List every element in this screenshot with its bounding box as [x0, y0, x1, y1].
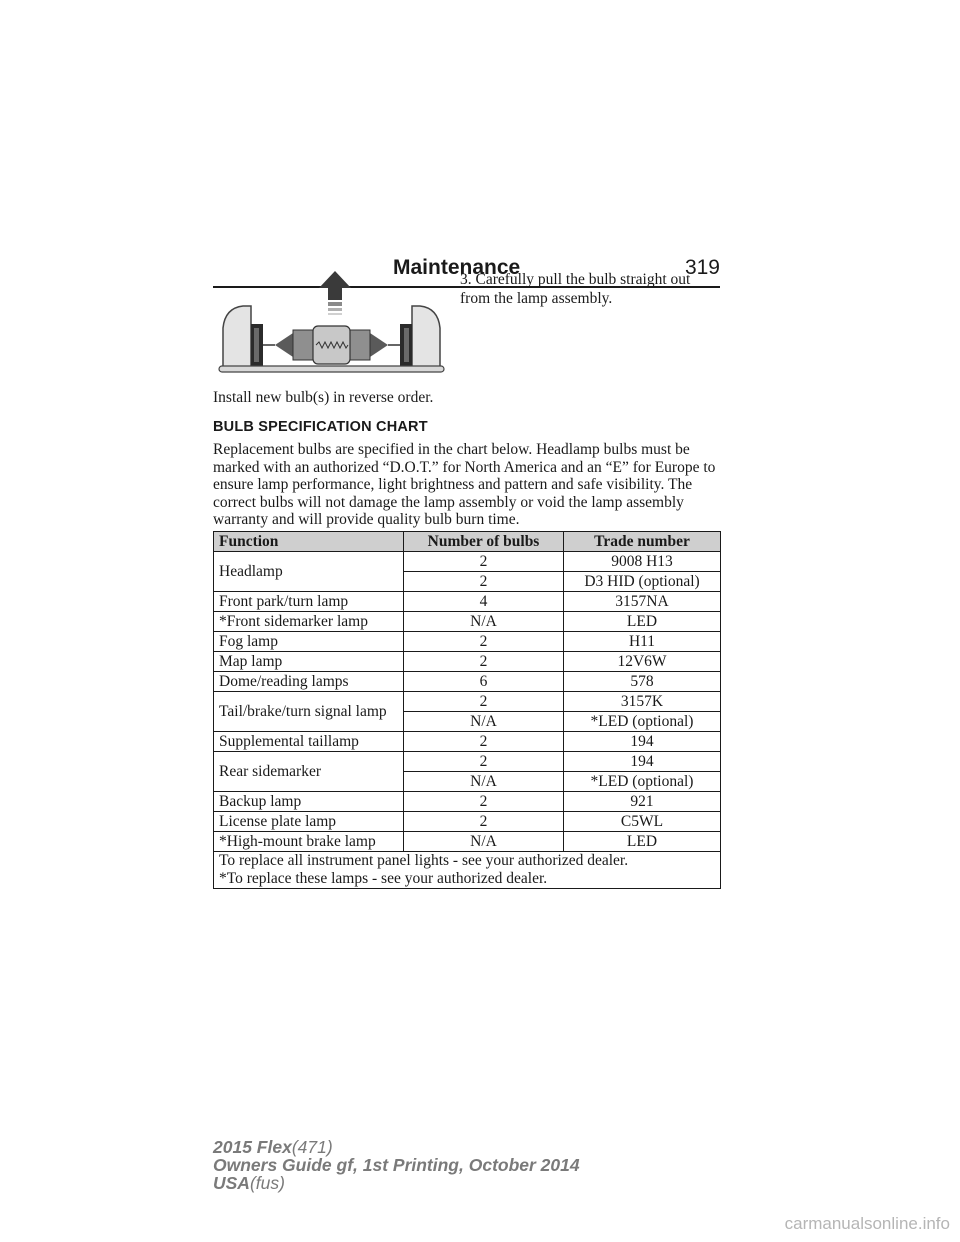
function-cell: Supplemental taillamp [214, 732, 404, 752]
trade-cell: 9008 H13 [564, 552, 721, 572]
section-heading: BULB SPECIFICATION CHART [213, 419, 428, 435]
trade-cell: 12V6W [564, 652, 721, 672]
footer-printing: Owners Guide gf, 1st Printing, October 2014 [213, 1155, 580, 1175]
count-cell: 2 [404, 572, 564, 592]
function-cell: Headlamp [214, 552, 404, 592]
bulb-spec-table [213, 531, 721, 889]
trade-cell: C5WL [564, 812, 721, 832]
trade-cell: 578 [564, 672, 721, 692]
count-cell: 2 [404, 632, 564, 652]
count-cell: 2 [404, 792, 564, 812]
function-cell: *Front sidemarker lamp [214, 612, 404, 632]
function-cell: Map lamp [214, 652, 404, 672]
function-cell: Rear sidemarker [214, 752, 404, 792]
trade-cell: *LED (optional) [564, 712, 721, 732]
trade-cell: 921 [564, 792, 721, 812]
print-footer [213, 1138, 580, 1192]
function-cell: Tail/brake/turn signal lamp [214, 692, 404, 732]
trade-cell: LED [564, 612, 721, 632]
footer-market: USA [213, 1173, 250, 1193]
trade-cell: 3157NA [564, 592, 721, 612]
trade-cell: 194 [564, 732, 721, 752]
footer-market-code: (fus) [249, 1173, 285, 1193]
column-header-count: Number of bulbs [404, 532, 564, 552]
column-header-trade: Trade number [564, 532, 721, 552]
function-cell: Dome/reading lamps [214, 672, 404, 692]
count-cell: 6 [404, 672, 564, 692]
note-line: *To replace these lamps - see your authorized dealer. [219, 870, 548, 887]
function-cell: Backup lamp [214, 792, 404, 812]
table-header-row [214, 532, 721, 552]
count-cell: 2 [404, 732, 564, 752]
trade-cell: 3157K [564, 692, 721, 712]
count-cell: N/A [404, 832, 564, 852]
table-row [214, 592, 721, 612]
step-3-text: 3. Carefully pull the bulb straight out from the lamp assembly. [460, 271, 691, 307]
function-cell: Fog lamp [214, 632, 404, 652]
bulb-removal-illustration [213, 268, 450, 378]
count-cell: 4 [404, 592, 564, 612]
table-notes-row [214, 852, 721, 889]
table-row [214, 752, 721, 772]
table-row [214, 832, 721, 852]
function-cell: Front park/turn lamp [214, 592, 404, 612]
section-title: Maintenance [393, 256, 521, 279]
trade-cell: *LED (optional) [564, 772, 721, 792]
trade-cell: H11 [564, 632, 721, 652]
table-notes [214, 852, 721, 889]
trade-cell: LED [564, 832, 721, 852]
page-number: 319 [684, 256, 720, 279]
count-cell: N/A [404, 772, 564, 792]
table-row [214, 812, 721, 832]
count-cell: 2 [404, 552, 564, 572]
count-cell: N/A [404, 612, 564, 632]
note-line: To replace all instrument panel lights - see your authorized dealer. [219, 852, 629, 869]
count-cell: 2 [404, 692, 564, 712]
trade-cell: D3 HID (optional) [564, 572, 721, 592]
table-row [214, 692, 721, 712]
footer-model: 2015 Flex [213, 1137, 292, 1157]
table-row [214, 672, 721, 692]
intro-paragraph: Replacement bulbs are specified in the chart below. Headlamp bulbs must be marked with an authorized “D.O.T.” for North America and an “E” for Europe to ensure lamp performance, light brightness and pattern and safe visibility. The correct bulbs will not damage the lamp assembly or void the lamp assembly warranty and will provide quality bulb burn time. [213, 441, 716, 528]
table-row [214, 732, 721, 752]
site-watermark: carmanualsonline.info [784, 1214, 950, 1233]
install-instruction: Install new bulb(s) in reverse order. [213, 389, 434, 406]
table-row [214, 652, 721, 672]
count-cell: 2 [404, 812, 564, 832]
pull-direction-arrow-icon [319, 271, 351, 315]
column-header-function: Function [214, 532, 404, 552]
trade-cell: 194 [564, 752, 721, 772]
function-cell: *High-mount brake lamp [214, 832, 404, 852]
count-cell: 2 [404, 652, 564, 672]
table-row [214, 552, 721, 572]
footer-model-code: (471) [291, 1137, 333, 1157]
table-row [214, 792, 721, 812]
table-row [214, 632, 721, 652]
function-cell: License plate lamp [214, 812, 404, 832]
count-cell: N/A [404, 712, 564, 732]
table-row [214, 612, 721, 632]
count-cell: 2 [404, 752, 564, 772]
